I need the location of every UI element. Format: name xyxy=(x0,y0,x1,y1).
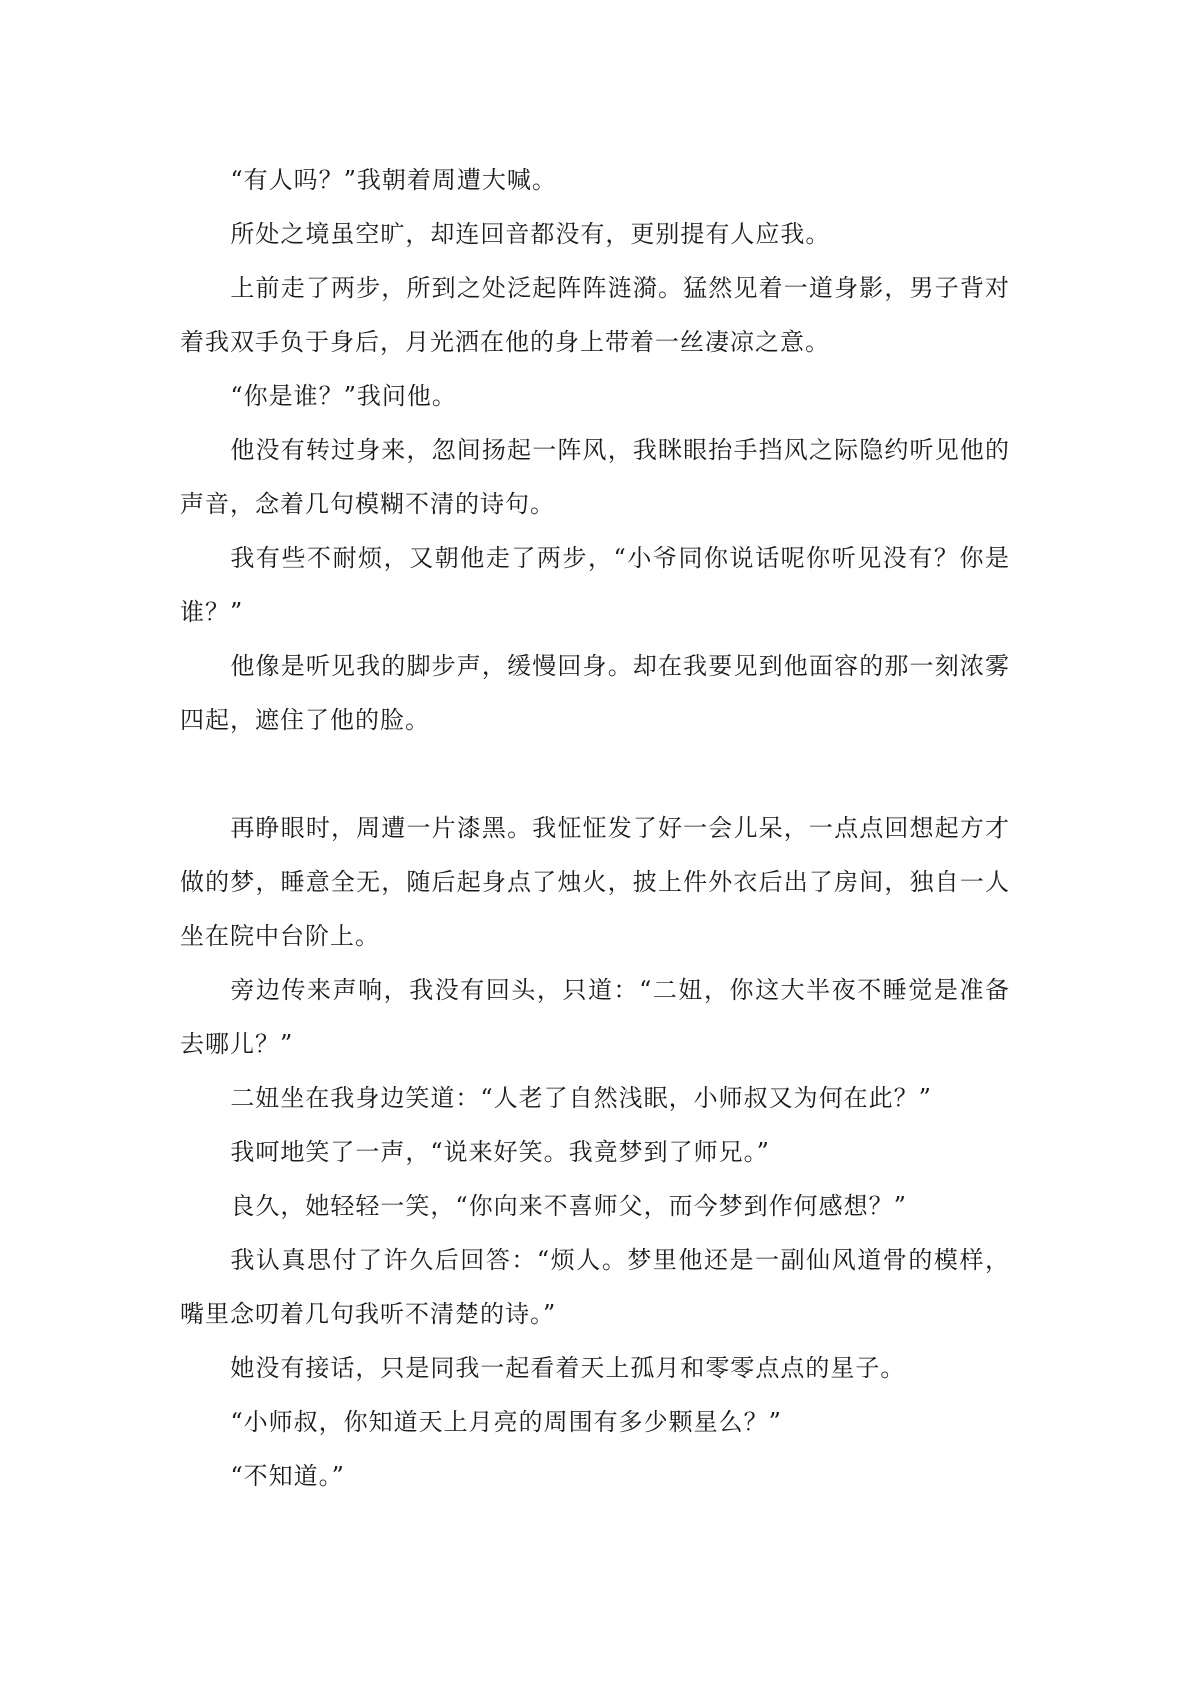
paragraph: 我认真思付了许久后回答：“烦人。梦里他还是一副仙风道骨的模样，嘴里念叨着几句我听不清楚的诗。” xyxy=(180,1246,1010,1328)
paragraph: “小师叔，你知道天上月亮的周围有多少颗星么？” xyxy=(230,1408,782,1436)
section-break xyxy=(180,747,1010,801)
paragraph: 二妞坐在我身边笑道：“人老了自然浅眠，小师叔又为何在此？” xyxy=(230,1084,932,1112)
paragraph: 上前走了两步，所到之处泛起阵阵涟漪。猛然见着一道身影，男子背对着我双手负于身后，月光洒在他的身上带着一丝凄凉之意。 xyxy=(180,274,1010,356)
paragraph: 我呵地笑了一声，“说来好笑。我竟梦到了师兄。” xyxy=(230,1138,770,1166)
paragraph: 旁边传来声响，我没有回头，只道：“二妞，你这大半夜不睡觉是准备去哪儿？” xyxy=(180,976,1010,1058)
paragraph: 她没有接话，只是同我一起看着天上孤月和零零点点的星子。 xyxy=(230,1354,906,1382)
paragraph: “不知道。” xyxy=(230,1462,345,1490)
story-text xyxy=(180,153,1010,1503)
paragraph: 所处之境虽空旷，却连回音都没有，更别提有人应我。 xyxy=(230,220,831,248)
paragraph: “你是谁？”我问他。 xyxy=(230,382,457,410)
paragraph: 再睁眼时，周遭一片漆黑。我怔怔发了好一会儿呆，一点点回想起方才做的梦，睡意全无，随后起身点了烛火，披上件外衣后出了房间，独自一人坐在院中台阶上。 xyxy=(180,814,1010,950)
paragraph: 良久，她轻轻一笑，“你向来不喜师父，而今梦到作何感想？” xyxy=(230,1192,907,1220)
paragraph: 我有些不耐烦，又朝他走了两步，“小爷同你说话呢你听见没有？你是谁？” xyxy=(180,544,1010,626)
paragraph: 他像是听见我的脚步声，缓慢回身。却在我要见到他面容的那一刻浓雾四起，遮住了他的脸。 xyxy=(180,652,1010,734)
paragraph: “有人吗？”我朝着周遭大喊。 xyxy=(230,166,557,194)
paragraph: 他没有转过身来，忽间扬起一阵风，我眯眼抬手挡风之际隐约听见他的声音，念着几句模糊不清的诗句。 xyxy=(180,436,1010,518)
